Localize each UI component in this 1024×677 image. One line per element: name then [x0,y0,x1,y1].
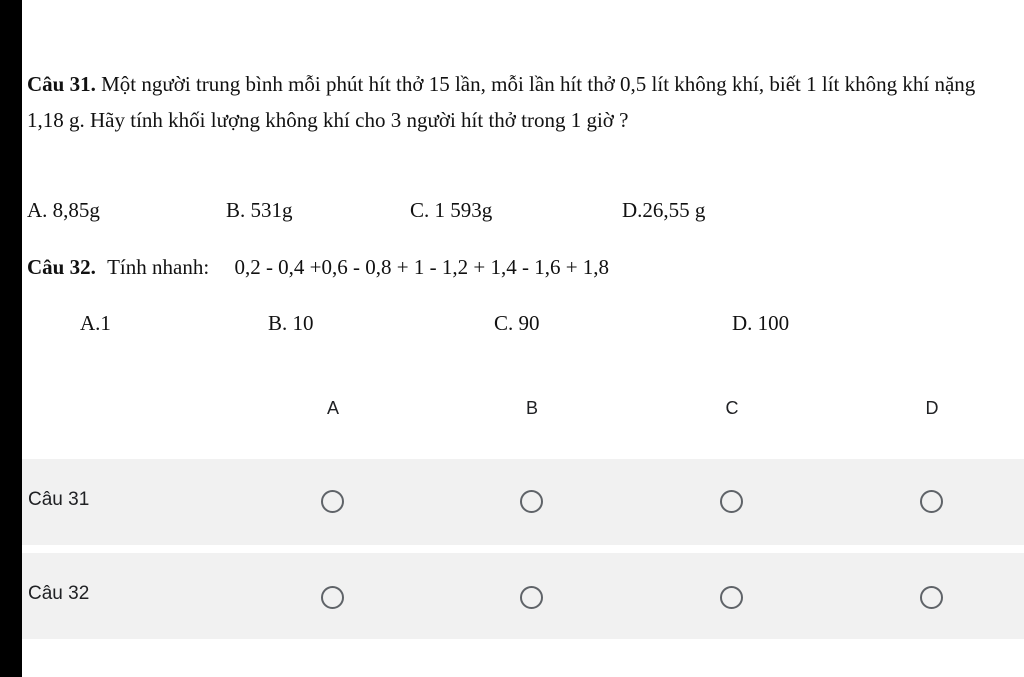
q32-option-c: C. 90 [494,311,540,335]
q31-option-d: D.26,55 g [622,198,706,222]
q32-option-a: A.1 [80,311,111,335]
grid-row-cau-32 [22,553,1024,639]
left-black-bar [0,0,22,677]
question-32-line [27,255,609,280]
radio-cau31-a[interactable] [321,490,344,513]
radio-cau31-b[interactable] [520,490,543,513]
grid-column-c: C [725,398,739,418]
grid-row-label: Câu 31 [28,489,90,510]
radio-cau32-a[interactable] [321,586,344,609]
question-32-prompt: Tính nhanh: [107,255,210,279]
question-31-text [27,66,977,138]
radio-cau31-c[interactable] [720,490,743,513]
q31-option-c: C. 1 593g [410,198,493,222]
q32-option-d: D. 100 [732,311,790,335]
q31-option-a: A. 8,85g [27,198,100,222]
radio-cau32-c[interactable] [720,586,743,609]
radio-cau31-d[interactable] [920,490,943,513]
q32-option-b: B. 10 [268,311,314,335]
radio-cau32-d[interactable] [920,586,943,609]
question-31-body: Một người trung bình mỗi phút hít thở 15 lần, mỗi lần hít thở 0,5 lít không khí, biết 1 lít không khí nặng 1,18 g. Hãy tính khối lượng không khí cho 3 người hít thở trong 1 giờ ? [27,72,976,132]
question-31-label: Câu 31. [27,72,96,96]
grid-column-a: A [326,398,339,418]
question-32-label: Câu 32. [27,255,96,279]
grid-column-b: B [525,398,538,418]
grid-row-cau-31 [22,459,1024,545]
question-32-expression: 0,2 - 0,4 +0,6 - 0,8 + 1 - 1,2 + 1,4 - 1,6 + 1,8 [234,255,610,279]
radio-cau32-b[interactable] [520,586,543,609]
q31-option-b: B. 531g [226,198,293,222]
grid-column-d: D [925,398,939,418]
grid-row-label: Câu 32 [28,583,90,604]
